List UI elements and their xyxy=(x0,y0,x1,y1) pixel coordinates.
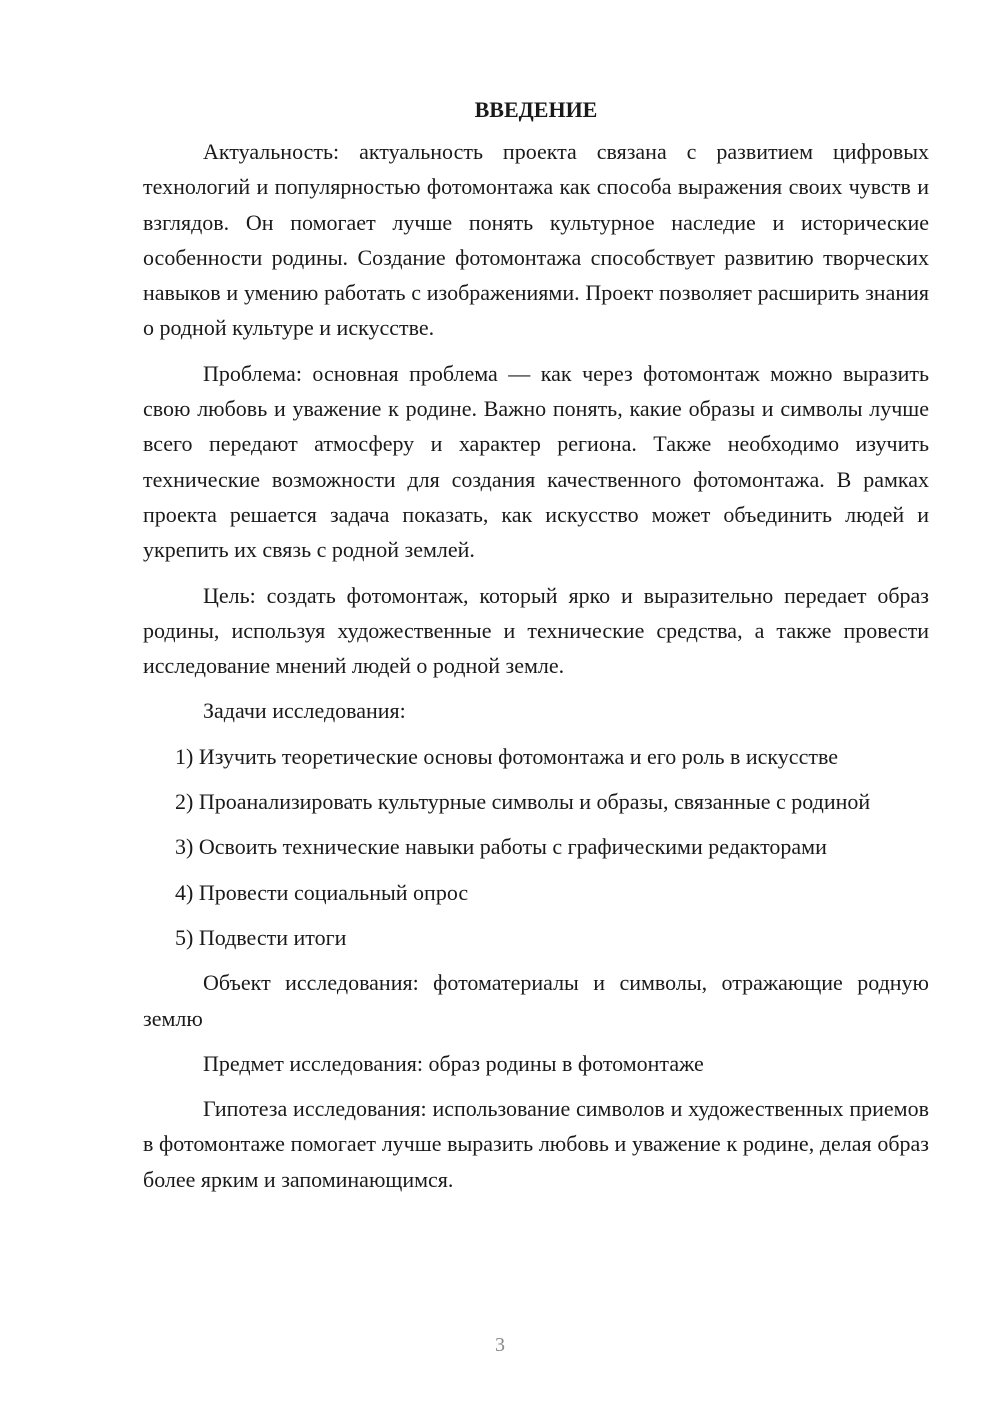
task-item-5: 5) Подвести итоги xyxy=(175,924,347,950)
task-item-2: 2) Проанализировать культурные символы и образы, связанные с родиной xyxy=(175,789,871,815)
task-item-1: 1) Изучить теоретические основы фотомонтажа и его роль в искусстве xyxy=(175,743,838,769)
task-item-3: 3) Освоить технические навыки работы с графическими редакторами xyxy=(175,834,827,860)
section-title: ВВЕДЕНИЕ xyxy=(474,97,598,122)
page-number: 3 xyxy=(495,1334,505,1356)
paragraph-hypothesis: Гипотеза исследования: использование символов и художественных приемов в фотомонтаже помогает лучше выразить любовь и уважение к родине, делая образ более ярким и запоминающимся. xyxy=(143,1096,929,1192)
paragraph-object: Объект исследования: фотоматериалы и символы, отражающие родную землю xyxy=(143,970,929,1031)
task-item-4: 4) Провести социальный опрос xyxy=(175,879,469,905)
paragraph-problem: Проблема: основная проблема — как через фотомонтаж можно выразить свою любовь и уважение к родине. Важно понять, какие образы и символы лучше всего передают атмосферу и характер региона. Также необходимо изучить технические возможности для создания качественного фотомонтажа. В рамках проекта решается задача показать, как искусство может объединить людей и укрепить их связь с родной землей. xyxy=(143,360,929,563)
paragraph-subject: Предмет исследования: образ родины в фотомонтаже xyxy=(203,1050,704,1076)
document-page xyxy=(143,92,929,1207)
paragraph-goal: Цель: создать фотомонтаж, который ярко и выразительно передает образ родины, используя художественные и технические средства, а также провести исследование мнений людей о родной земле. xyxy=(143,582,929,679)
paragraph-relevance: Актуальность: актуальность проекта связана с развитием цифровых технологий и популярностью фотомонтажа как способа выражения своих чувств и взглядов. Он помогает лучше понять культурное наследие и исторические особенности родины. Создание фотомонтажа способствует развитию творческих навыков и умению работать с изображениями. Проект позволяет расширить знания о родной культуре и искусстве. xyxy=(143,139,929,341)
paragraph-tasks-heading: Задачи исследования: xyxy=(203,698,406,724)
